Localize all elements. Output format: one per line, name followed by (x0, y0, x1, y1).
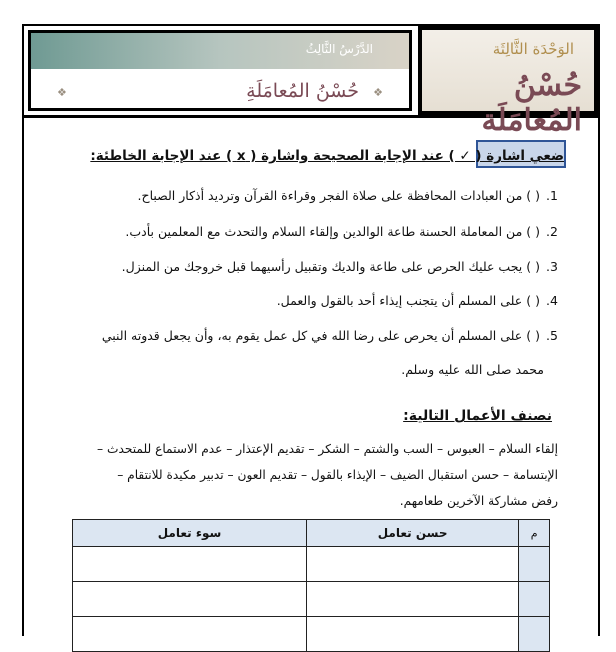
question-number: 5. (546, 328, 558, 343)
table-cell (519, 582, 550, 617)
table-cell (519, 547, 550, 582)
table-cell[interactable] (73, 547, 307, 582)
unit-title: الوَحْدَة الثَّالِثَة (492, 40, 574, 58)
question-text: على المسلم أن يحرص على رضا الله في كل عمل يقوم به، وأن يجعل قدوته النبي (101, 328, 523, 343)
lesson-banner (28, 30, 412, 111)
question-5 (102, 328, 560, 343)
answer-blank[interactable]: ( ) (526, 259, 540, 274)
answer-blank[interactable]: ( ) (526, 188, 540, 203)
lesson-band (31, 33, 409, 69)
question-1 (138, 188, 560, 203)
question-number: 2. (546, 224, 558, 239)
header-bad-treatment: سوء تعامل (73, 520, 307, 547)
question-text: يجب عليك الحرص على طاعة والديك وتقبيل رأسيهما قبل خروجك من المنزل. (121, 259, 523, 274)
classification-table (72, 519, 550, 652)
table-row (73, 547, 550, 582)
table-cell[interactable] (307, 547, 519, 582)
question-text: من المعاملة الحسنة طاعة الوالدين وإلقاء السلام والتحدث مع المعلمين بأدب. (125, 224, 523, 239)
lesson-name: حُسْنُ المُعامَلَةِ (246, 80, 359, 102)
ornament-left-icon: ❖ (57, 86, 67, 99)
question-4 (277, 293, 560, 308)
words-line-2: الإبتسامة – حسن استقبال الضيف – الإيذاء بالقول – تقديم العون – تدبير مكيدة للانتقام – (117, 468, 558, 482)
table-cell (519, 617, 550, 652)
words-line-3: رفض مشاركة الآخرين طعامهم. (399, 494, 558, 508)
table-cell[interactable] (73, 617, 307, 652)
lesson-label: الدَّرْسُ الثَّالِثُ (305, 42, 373, 56)
header (24, 26, 598, 138)
question-5-continuation: محمد صلى الله عليه وسلم. (401, 362, 544, 377)
answer-blank[interactable]: ( ) (526, 328, 540, 343)
table-row (73, 617, 550, 652)
answer-blank[interactable]: ( ) (526, 224, 540, 239)
question-text: على المسلم أن يتجنب إيذاء أحد بالقول والعمل. (276, 293, 523, 308)
question-number: 3. (546, 259, 558, 274)
question-number: 1. (546, 188, 558, 203)
ornament-right-icon: ❖ (373, 86, 383, 99)
question-text: من العبادات المحافظة على صلاة الفجر وقراءة القرآن وترديد أذكار الصباح. (137, 188, 523, 203)
answer-blank[interactable]: ( ) (526, 293, 540, 308)
question-3 (122, 259, 560, 274)
table-cell[interactable] (73, 582, 307, 617)
words-line-1: إلقاء السلام – العبوس – السب والشتم – الشكر – تقديم الإعتذار – عدم الاستماع للمتحدث – (97, 442, 558, 456)
section2-title: نصنف الأعمال التالية: (403, 408, 552, 424)
table-header-row (73, 520, 550, 547)
table-cell[interactable] (307, 582, 519, 617)
table-row (73, 582, 550, 617)
unit-banner (418, 26, 598, 138)
unit-name: حُسْنُ المُعامَلَة (481, 68, 582, 138)
table-cell[interactable] (307, 617, 519, 652)
header-good-treatment: حسن تعامل (307, 520, 519, 547)
section1-title: ضعي اشارة ( ✓ ) عند الإجابة الصحيحة واشارة ( x ) عند الإجابة الخاطئة: (90, 148, 564, 164)
question-2 (125, 224, 560, 239)
question-number: 4. (546, 293, 558, 308)
header-number: م (519, 520, 550, 547)
